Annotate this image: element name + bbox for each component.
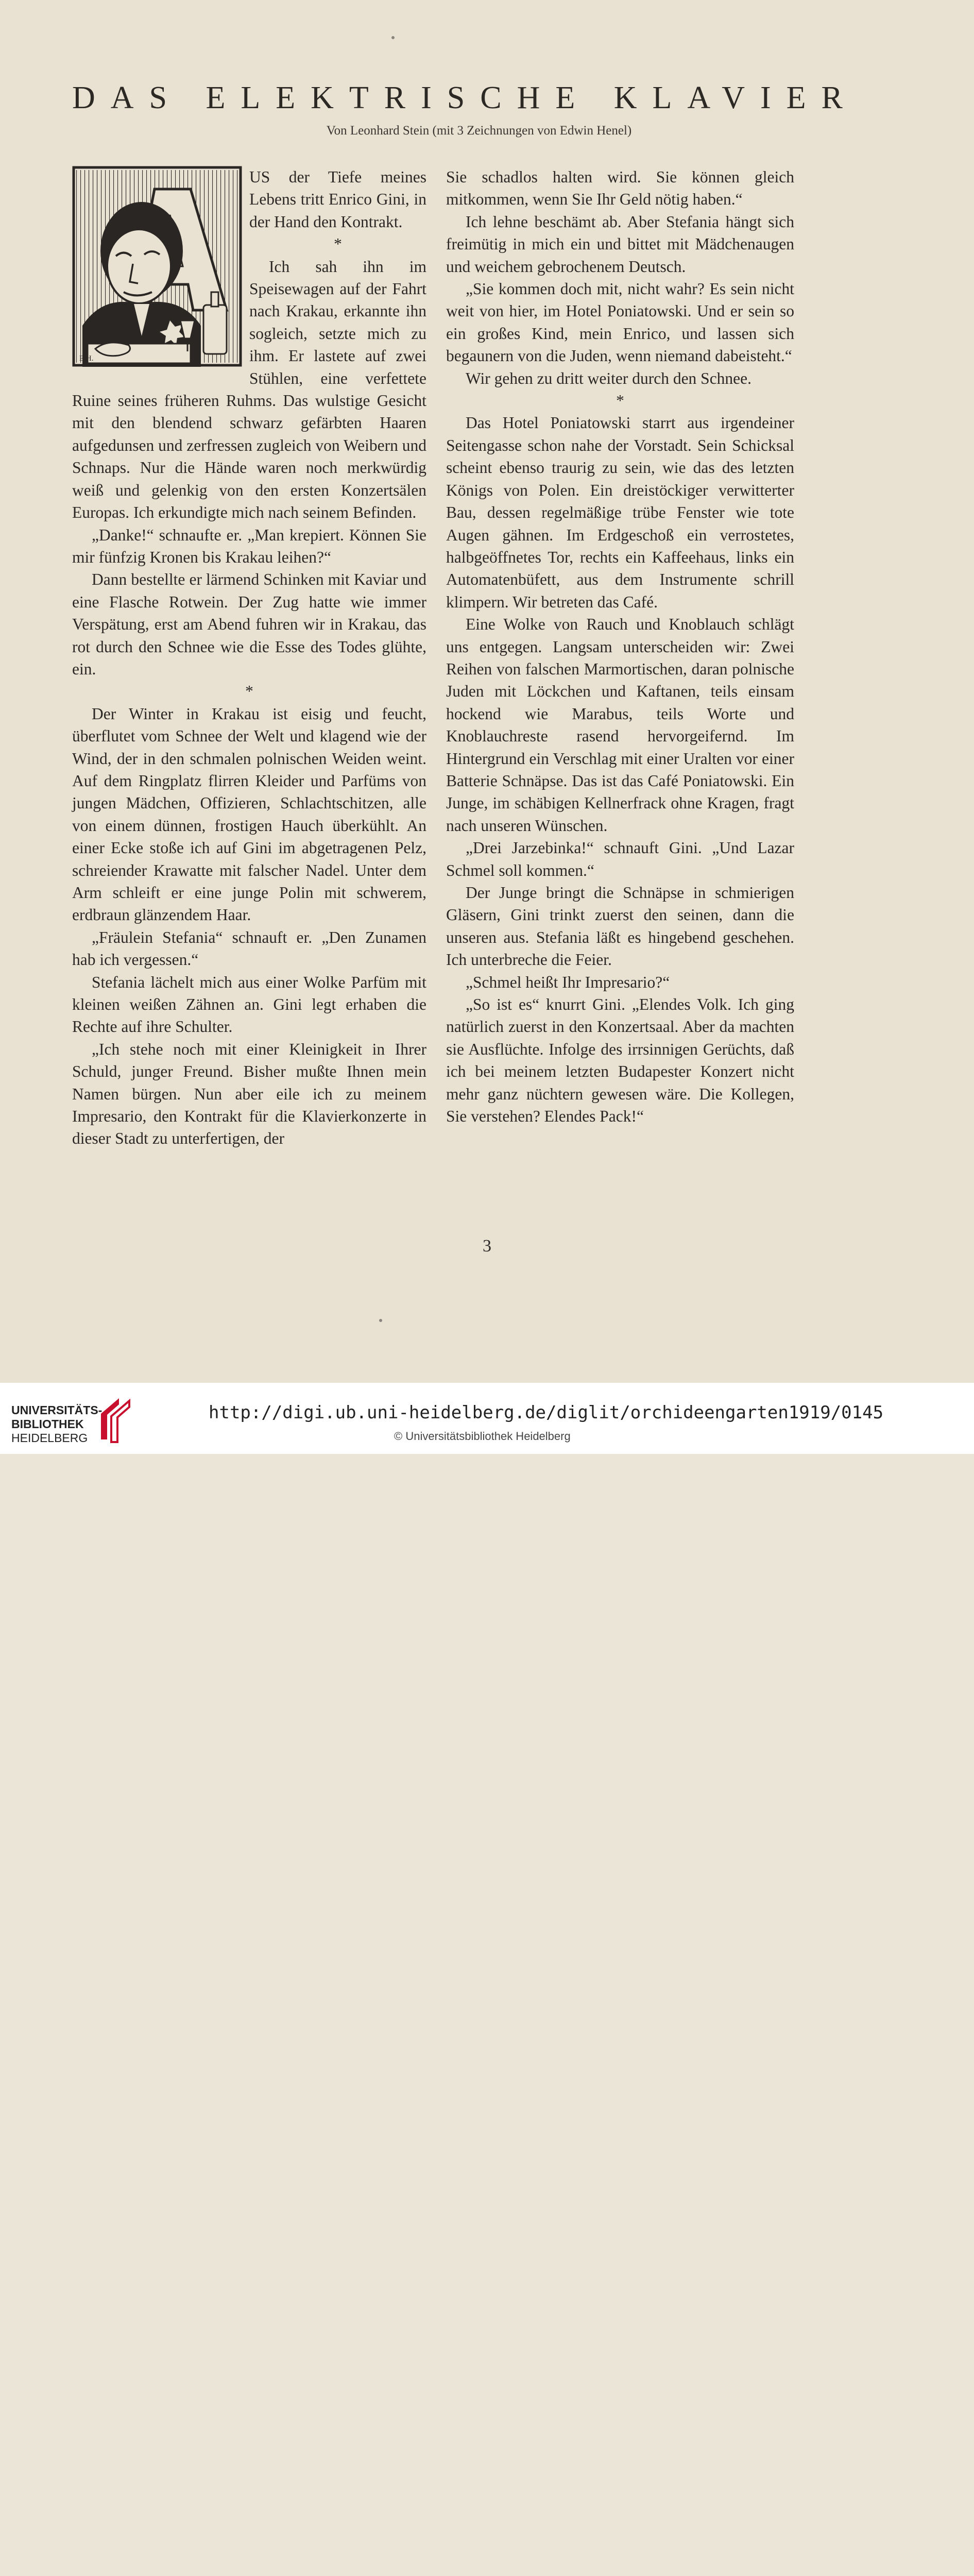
paragraph: „Schmel heißt Ihr Impresario?“ [466,973,670,991]
paragraph: Stefania lächelt mich aus einer Wolke Parfüm mit kleinen weißen Zähnen an. Gini legt erhaben die Rechte auf ihre Schulter. [72,973,426,1036]
paragraph: Wir gehen zu dritt weiter durch den Schnee. [466,369,752,387]
paragraph: „So ist es“ knurrt Gini. „Elendes Volk. Ich ging natürlich zuerst in den Konzertsaal. Aber da machten sie Ausflüchte. Infolge des irrsinnigen Gerüchts, daß ich bei meinem letzten Budapester Konzert nicht mehr ganz nüchtern gewesen wäre. Die Kollegen, Sie verstehen? Elendes Pack!“ [446,995,794,1126]
article-title: DAS ELEKTRISCHE KLAVIER [72,80,858,115]
paragraph: „Fräulein Stefania“ schnauft er. „Den Zunamen hab ich vergessen.“ [72,928,426,969]
library-name-line: UNIVERSITÄTS- [11,1403,102,1417]
paragraph: „Ich stehe noch mit einer Kleinigkeit in Ihrer Schuld, junger Freund. Bisher mußte Ihnen mein Namen bürgen. Nun aber eile ich zu meinem Impresario, den Kontrakt für die Klavierkonzerte in dieser Stadt zu unterfertigen, der [72,1040,426,1148]
drop-cap-drawing [72,166,242,367]
section-divider: * [245,682,253,701]
paragraph: „Sie kommen doch mit, nicht wahr? Es sein nicht weit von hier, im Hotel Poniatowski. Und er sein so ein großes Kind, mein Enrico, und lassen sich begaunern von die Juden, wenn niemand dabeisteht.“ [446,280,794,365]
section-divider: * [334,235,342,253]
paragraph: Sie schadlos halten wird. Sie können gleich mitkommen, wenn Sie Ihr Geld nötig haben.“ [446,168,794,209]
left-column [72,166,426,1150]
section-divider: * [616,392,624,410]
right-column [446,166,794,1127]
scan-speck [379,1319,382,1322]
scan-speck [391,36,395,39]
paragraph: Eine Wolke von Rauch und Knoblauch schlägt uns entgegen. Langsam unterscheiden wir: Zwei Reihen von falschen Marmortischen, daran polnische Juden mit Löckchen und Kaftanen, teils einsam hockend wie Marabus, teils Worte und Knoblauchreste rasend hervorgeifernd. Im Hintergrund ein Verschlag mit einer Uralten vor einer Batterie Schnäpse. Das ist das Café Poniatowski. Ein Junge, im schäbigen Kellnerfrack ohne Kragen, fragt nach unseren Wünschen. [446,615,794,835]
article-byline: Von Leonhard Stein (mit 3 Zeichnungen von Edwin Henel) [326,124,632,138]
paragraph: Ich sah ihn im Speisewagen auf der Fahrt nach Krakau, erkannte ihn sogleich, setzte mich zu ihm. Er lastete auf zwei Stühlen, eine verfettete Ruine seines früheren Ruhms. Das wulstige Gesicht mit den blendend schwarz gefärbten Haaren aufgedunsen und zerfressen zugleich von Weibern und Schnaps. Nur die Hände waren noch merkwürdig weiß und gelenkig von den ersten Konzertsälen Europas. Ich erkundigte mich nach seinem Befinden. [72,257,426,522]
library-logo-icon [96,1393,137,1445]
library-name-line: HEIDELBERG [11,1431,88,1445]
permalink[interactable]: http://digi.ub.uni-heidelberg.de/diglit/orchideengarten1919/0145 [209,1402,884,1423]
paragraph: Der Junge bringt die Schnäpse in schmierigen Gläsern, Gini trinkt zuerst den seinen, dann die unseren aus. Stefania läßt es hingebend geschehen. Ich unterbreche die Feier. [446,884,794,969]
paragraph: Der Winter in Krakau ist eisig und feucht, überflutet vom Schnee der Welt und klagend wie der Wind, der in den schmalen polnischen Weiden weint. Auf dem Ringplatz flirren Kleider und Parfüms von jungen Mädchen, Offizieren, Schlachtschitzen, alle von einem dünnen, frostigen Hauch überkühlt. An einer Ecke stoße ich auf Gini im abgetragenen Pelz, schreiender Krawatte mit falscher Nadel. Unter dem Arm schleift er eine junge Polin mit schwerem, erdbraun glänzendem Haar. [72,704,426,924]
paragraph: Dann bestellte er lärmend Schinken mit Kaviar und eine Flasche Rotwein. Der Zug hatte wie immer Verspätung, erst am Abend fuhren wir in Krakau, das rot durch den Schnee wie die Esse des Todes glühte, ein. [72,570,426,678]
page-number: 3 [483,1236,491,1256]
paragraph: US der Tiefe meines Lebens tritt Enrico Gini, in der Hand den Kontrakt. [249,168,426,231]
paragraph: Das Hotel Poniatowski starrt aus irgendeiner Seitengasse schon nahe der Vorstadt. Sein Schicksal scheint ebenso traurig zu sein, wie das des letzten Königs von Polen. Ein dreistöckiger verwitterter Bau, dessen regelmäßige trübe Fenster wie tote Augen gähnen. Im Erdgeschoß ein verrostetes, halbgeöffnetes Tor, rechts ein Kaffeehaus, links ein Automatenbüfett, aus dem Instrumente schrill klimpern. Wir betreten das Café. [446,414,794,611]
illustration-signature: E.H. [79,354,94,363]
library-name-line: BIBLIOTHEK [11,1417,84,1431]
paragraph: „Drei Jarzebinka!“ schnauft Gini. „Und Lazar Schmel soll kommen.“ [446,839,794,879]
copyright-notice: © Universitätsbibliothek Heidelberg [394,1430,571,1443]
library-logo-text[interactable] [11,1403,102,1445]
initial-illustration [72,166,242,367]
paragraph: „Danke!“ schnaufte er. „Man krepiert. Können Sie mir fünfzig Kronen bis Krakau leihen?“ [72,526,426,566]
paragraph: Ich lehne beschämt ab. Aber Stefania hängt sich freimütig in mich ein und bittet mit Mädchenaugen und weichem gebrochenem Deutsch. [446,212,794,276]
